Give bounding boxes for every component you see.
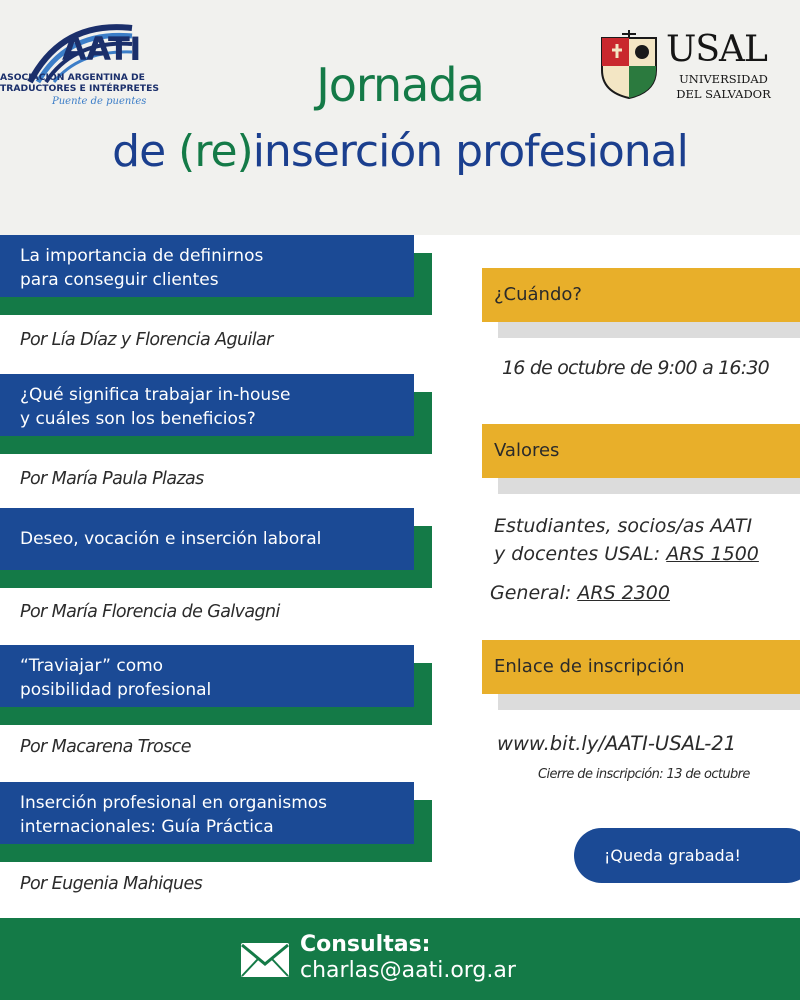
talk-title-line1: “Traviajar” como [20, 656, 164, 676]
prices-members-line1: Estudiantes, socios/as AATI [494, 515, 753, 537]
registration-link[interactable]: www.bit.ly/AATI-USAL-21 [497, 732, 737, 755]
title-suffix: inserción profesional [252, 126, 688, 177]
talk-title-line1: La importancia de definirnos [20, 246, 264, 266]
talk-title-line2: y cuáles son los beneficios? [20, 409, 256, 429]
talk-title-line2: posibilidad profesional [20, 680, 212, 700]
prices-members-amount: ARS 1500 [666, 543, 759, 565]
talk-title-line1: ¿Qué significa trabajar in-house [20, 385, 291, 405]
talk-title-line1: Inserción profesional en organismos [20, 793, 328, 813]
talk-speaker-3: Por María Florencia de Galvagni [20, 602, 280, 622]
talk-title-line2: para conseguir clientes [20, 270, 219, 290]
aati-subtitle: ASOCIACIÓN ARGENTINA DE TRADUCTORES E INTÉRPRETES [0, 72, 159, 94]
event-title-line2 [0, 126, 800, 177]
aati-name: AATI [62, 30, 141, 68]
talk-title [0, 508, 414, 570]
prices-label: Valores [482, 424, 800, 478]
registration-deadline: Cierre de inscripción: 13 de octubre [538, 767, 750, 782]
talk-speaker-2: Por María Paula Plazas [20, 469, 204, 489]
prices-members-prefix: y docentes USAL: [494, 543, 667, 565]
talk-title [0, 645, 414, 707]
prices-general-prefix: General: [490, 582, 578, 604]
talk-title [0, 374, 414, 436]
recorded-badge: ¡Queda grabada! [574, 828, 800, 883]
usal-name: USAL [666, 29, 767, 70]
talk-title [0, 235, 414, 297]
title-accent: (re) [178, 126, 253, 177]
prices-general-amount: ARS 2300 [577, 582, 670, 604]
event-title-line1: Jornada [316, 58, 484, 112]
prices-members-line2 [494, 540, 759, 568]
usal-subtitle: UNIVERSIDAD DEL SALVADOR [676, 72, 771, 101]
talk-speaker-1: Por Lía Díaz y Florencia Aguilar [20, 330, 273, 350]
prices-members [494, 512, 759, 568]
prices-general [490, 582, 670, 604]
when-label: ¿Cuándo? [482, 268, 800, 322]
talk-title-line2: internacionales: Guía Práctica [20, 817, 274, 837]
talk-speaker-5: Por Eugenia Mahiques [20, 874, 203, 894]
title-prefix: de [112, 126, 179, 177]
talk-title-line1: Deseo, vocación e inserción laboral [20, 529, 322, 549]
contact-email[interactable]: charlas@aati.org.ar [300, 958, 516, 983]
aati-tagline: Puente de puentes [52, 96, 147, 107]
envelope-icon [240, 942, 290, 978]
registration-label: Enlace de inscripción [482, 640, 800, 694]
talk-speaker-4: Por Macarena Trosce [20, 737, 191, 757]
contact-label: Consultas: [300, 932, 431, 957]
when-value: 16 de octubre de 9:00 a 16:30 [502, 357, 769, 379]
talk-title [0, 782, 414, 844]
